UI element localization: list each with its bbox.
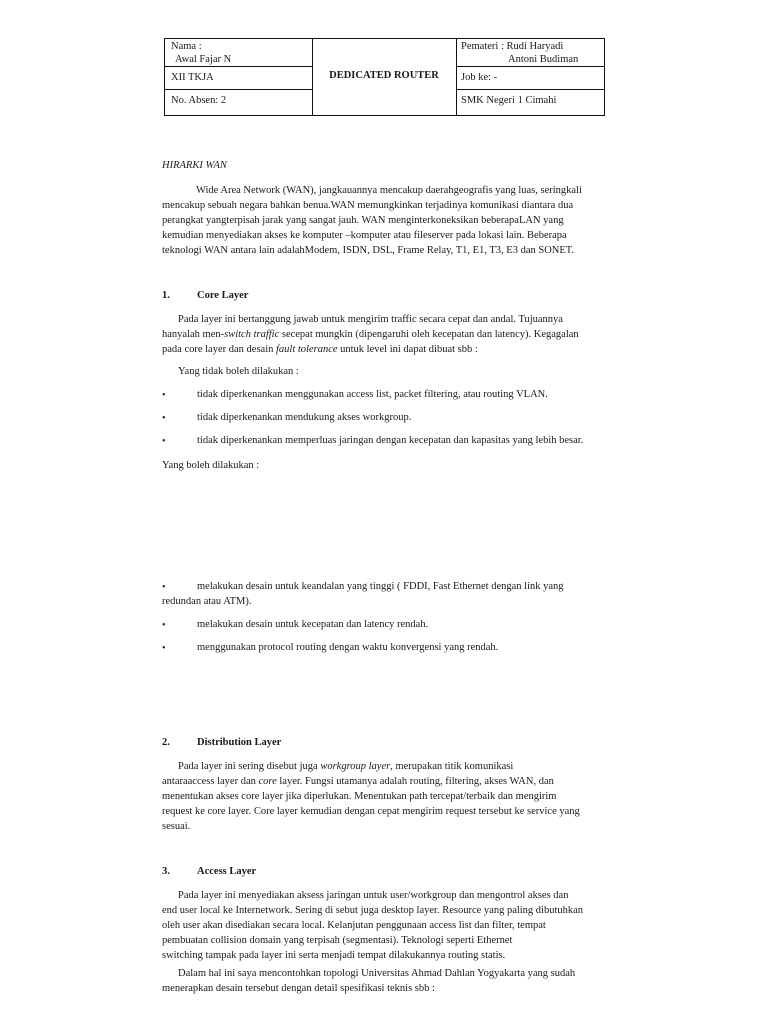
document-title: DEDICATED ROUTER bbox=[329, 70, 439, 81]
access-number: 3. bbox=[162, 866, 170, 877]
paragraph-line: antaraaccess layer dan core layer. Fungsi utamanya adalah routing, filtering, akses WAN, dan bbox=[162, 776, 554, 787]
bullet-mark: • bbox=[162, 390, 166, 401]
school-cell: SMK Negeri 1 Cimahi bbox=[461, 95, 557, 106]
closing-paragraph bbox=[162, 966, 607, 996]
table-divider bbox=[456, 89, 604, 90]
paragraph-line: pembuatan collision domain yang terpisah (segmentasi). Teknologi seperti Ethernet bbox=[162, 935, 513, 946]
nama-value: Awal Fajar N bbox=[175, 54, 232, 65]
paragraph-line: perangkat yangterpisah jarak yang sangat jauh. WAN menginterkoneksikan beberapaLAN yang bbox=[162, 215, 564, 226]
allowed-label: Yang boleh dilakukan : bbox=[162, 460, 260, 471]
paragraph-line: menentukan akses core layer jika diperlukan. Menentukan path tercepat/terbaik dan mengirim bbox=[162, 791, 557, 802]
paragraph-line: request ke core layer. Core layer kemudian dengan cepat mengirim request tersebut ke service yang bbox=[162, 806, 580, 817]
paragraph-line: teknologi WAN antara lain adalahModem, ISDN, DSL, Frame Relay, T1, E1, T3, E3 dan SONET. bbox=[162, 245, 575, 256]
bullet-mark: • bbox=[162, 436, 166, 447]
bullet-mark: • bbox=[162, 620, 166, 631]
table-divider bbox=[165, 89, 312, 90]
table-divider bbox=[165, 66, 312, 67]
paragraph-line: mencakup sebuah negara bahkan benua.WAN memungkinkan terjadinya komunikasi diantara dua bbox=[162, 200, 574, 211]
paragraph-line: Pada layer ini sering disebut juga workgroup layer, merupakan titik komunikasi bbox=[178, 761, 514, 772]
paragraph-line: Pada layer ini menyediakan aksess jaringan untuk user/workgroup dan mengontrol akses dan bbox=[178, 890, 569, 901]
intro-paragraph bbox=[162, 183, 607, 258]
section-title: HIRARKI WAN bbox=[162, 160, 227, 171]
job-cell: Job ke: - bbox=[461, 72, 498, 83]
paragraph-line: Pada layer ini bertanggung jawab untuk mengirim traffic secara cepat dan andal. Tujuannya bbox=[178, 314, 563, 325]
access-heading: Access Layer bbox=[197, 866, 257, 877]
table-divider bbox=[456, 66, 604, 67]
list-item: melakukan desain untuk kecepatan dan latency rendah. bbox=[197, 619, 429, 630]
access-paragraph bbox=[162, 888, 607, 963]
bullet-mark: • bbox=[162, 582, 166, 593]
distribution-paragraph bbox=[162, 759, 607, 834]
paragraph-line: switching tampak pada layer ini serta menjadi tempat dilakukannya routing statis. bbox=[162, 950, 506, 961]
bullet-mark: • bbox=[162, 413, 166, 424]
list-item: melakukan desain untuk keandalan yang tinggi ( FDDI, Fast Ethernet dengan link yang bbox=[197, 581, 564, 592]
absen-cell: No. Absen: 2 bbox=[171, 95, 227, 106]
bullet-mark: • bbox=[162, 643, 166, 654]
core-heading: Core Layer bbox=[197, 290, 249, 301]
pemateri-line1: Pemateri : Rudi Haryadi bbox=[461, 41, 564, 52]
core-paragraph bbox=[162, 312, 607, 357]
paragraph-line: hanyalah men-switch traffic secepat mungkin (dipengaruhi oleh kecepatan dan latency). Kegagalan bbox=[162, 329, 579, 340]
distribution-heading: Distribution Layer bbox=[197, 737, 282, 748]
list-item-continuation: redundan atau ATM). bbox=[162, 596, 252, 607]
paragraph-line: Wide Area Network (WAN), jangkauannya mencakup daerahgeografis yang luas, seringkali bbox=[196, 185, 582, 196]
table-divider bbox=[456, 39, 457, 115]
core-number: 1. bbox=[162, 290, 170, 301]
not-allowed-label: Yang tidak boleh dilakukan : bbox=[178, 366, 299, 377]
list-item: tidak diperkenankan menggunakan access list, packet filtering, atau routing VLAN. bbox=[197, 389, 548, 400]
paragraph-line: end user local ke Internetwork. Sering di sebut juga desktop layer. Resource yang paling dibutuhkan bbox=[162, 905, 584, 916]
paragraph-line: sesuai. bbox=[162, 821, 191, 832]
paragraph-line: Dalam hal ini saya mencontohkan topologi Universitas Ahmad Dahlan Yogyakarta yang sudah bbox=[178, 968, 576, 979]
pemateri-line2: Antoni Budiman bbox=[508, 54, 579, 65]
paragraph-line: pada core layer dan desain fault tolerance untuk level ini dapat dibuat sbb : bbox=[162, 344, 478, 355]
paragraph-line: menerapkan desain tersebut dengan detail spesifikasi teknis sbb : bbox=[162, 983, 435, 994]
list-item: tidak diperkenankan memperluas jaringan dengan kecepatan dan kapasitas yang lebih besar. bbox=[197, 435, 584, 446]
nama-label: Nama : bbox=[171, 41, 202, 52]
paragraph-line: kemudian menyediakan akses ke komputer –komputer atau fileserver pada lokasi lain. Beberapa bbox=[162, 230, 567, 241]
paragraph-line: oleh user akan disediakan secara local. Kelanjutan penggunaan access list dan filter, tempat bbox=[162, 920, 546, 931]
header-table bbox=[164, 38, 605, 116]
class-cell: XII TKJA bbox=[171, 72, 214, 83]
distribution-number: 2. bbox=[162, 737, 170, 748]
list-item: menggunakan protocol routing dengan waktu konvergensi yang rendah. bbox=[197, 642, 499, 653]
list-item: tidak diperkenankan mendukung akses workgroup. bbox=[197, 412, 412, 423]
